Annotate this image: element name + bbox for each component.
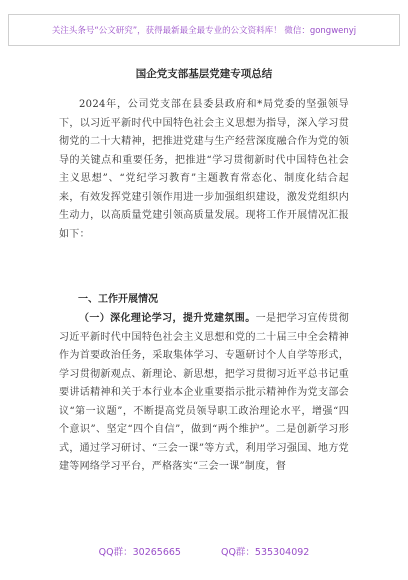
footer [0,544,408,558]
subsection-body: 一是把学习宣传贯彻习近平新时代中国特色社会主义思想和党的二十届三中全会精神作为首要政治任务，采取集体学习、专题研讨个人自学等形式，学习贯彻新观点、新理论、新思想，把学习贯彻习近平总书记重要讲话精神和关于本行业本企业重要指示批示精神作为党支部会议“第一议题”，不断提高党员领导职工政治理论水平，增强“四个意识”、坚定“四个自信”，做到“两个维护”。二是创新学习形式，通过学习研讨、“三会一课”等方式，利用学习强国、地方党建等网络学习平台，严格落实“三会一课”制度，督 [59,313,349,472]
intro-paragraph: 2024年，公司党支部在县委县政府和*局党委的坚强领导下，以习近平新时代中国特色社会主义思想为指导，深入学习贯彻党的二十大精神，把推进党建与生产经营深度融合作为党的领导的关键点和重要任务，把推进“学习贯彻新时代中国特色社会主义思想”、“党纪学习教育”主题教育常态化、制度化结合起来，有效发挥党建引领作用进一步加强组织建设，激发党组织内生动力，以高质量党建引领高质量发展。现将工作开展情况汇报如下： [59,99,349,240]
qq-group-2: QQ群：535304092 [220,547,310,558]
promo-banner-text: 关注头条号“公文研究”，获得最新最全最专业的公文资料库！ 微信：gongwenyj [51,26,357,36]
section-heading: 一、工作开展情况 [78,294,158,305]
intro-paragraph-block [59,96,349,244]
promo-banner [8,14,400,46]
document-title: 国企党支部基层党建专项总结 [135,68,273,80]
qq-group-1: QQ群：30265665 [98,547,181,558]
subsection-paragraph [59,310,349,477]
subsection-paragraph-block [59,310,349,477]
subsection-heading: （一）深化理论学习，提升党建氛围。 [79,313,256,324]
